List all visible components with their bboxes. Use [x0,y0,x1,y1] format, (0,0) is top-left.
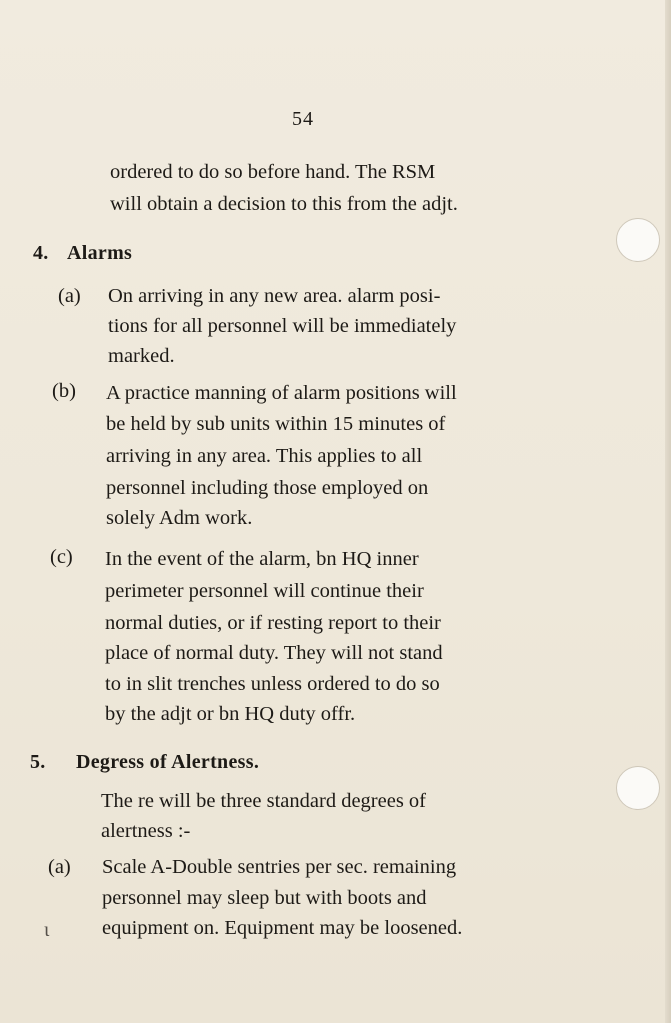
text-line: perimeter personnel will continue their [105,580,424,602]
text-line: normal duties, or if resting report to their [105,612,441,634]
margin-mark: ɩ [44,919,50,941]
text-line: ordered to do so before hand. The RSM [110,161,436,183]
text-line: tions for all personnel will be immediately [108,315,457,337]
text-line: alertness :- [101,820,191,842]
text-line: arriving in any area. This applies to all [106,445,423,467]
punch-hole-upper [616,218,660,262]
section-title: Degress of Alertness. [76,751,260,773]
text-line: to in slit trenches unless ordered to do so [105,673,440,695]
punch-hole-lower [616,766,660,810]
item-label: (b) [52,380,76,402]
text-line: equipment on. Equipment may be loosened. [102,917,463,939]
text-line: personnel may sleep but with boots and [102,887,427,909]
item-label: (a) [58,285,81,307]
text-line: marked. [108,345,175,367]
page-edge [665,0,671,1023]
section-title: Alarms [67,242,133,264]
text-line: On arriving in any new area. alarm posi- [108,285,441,307]
page-number: 54 [292,108,314,130]
text-line: The re will be three standard degrees of [101,790,427,812]
text-line: In the event of the alarm, bn HQ inner [105,548,419,570]
text-line: solely Adm work. [106,507,253,529]
text-line: place of normal duty. They will not stand [105,642,443,664]
text-line: A practice manning of alarm positions will [106,382,457,404]
section-number: 4. [33,242,49,264]
text-line: Scale A-Double sentries per sec. remaining [102,856,457,878]
text-line: will obtain a decision to this from the adjt. [110,193,458,215]
text-line: be held by sub units within 15 minutes of [106,413,446,435]
item-label: (a) [48,856,71,878]
text-line: by the adjt or bn HQ duty offr. [105,703,356,725]
item-label: (c) [50,546,73,568]
section-number: 5. [30,751,46,773]
text-line: personnel including those employed on [106,477,429,499]
